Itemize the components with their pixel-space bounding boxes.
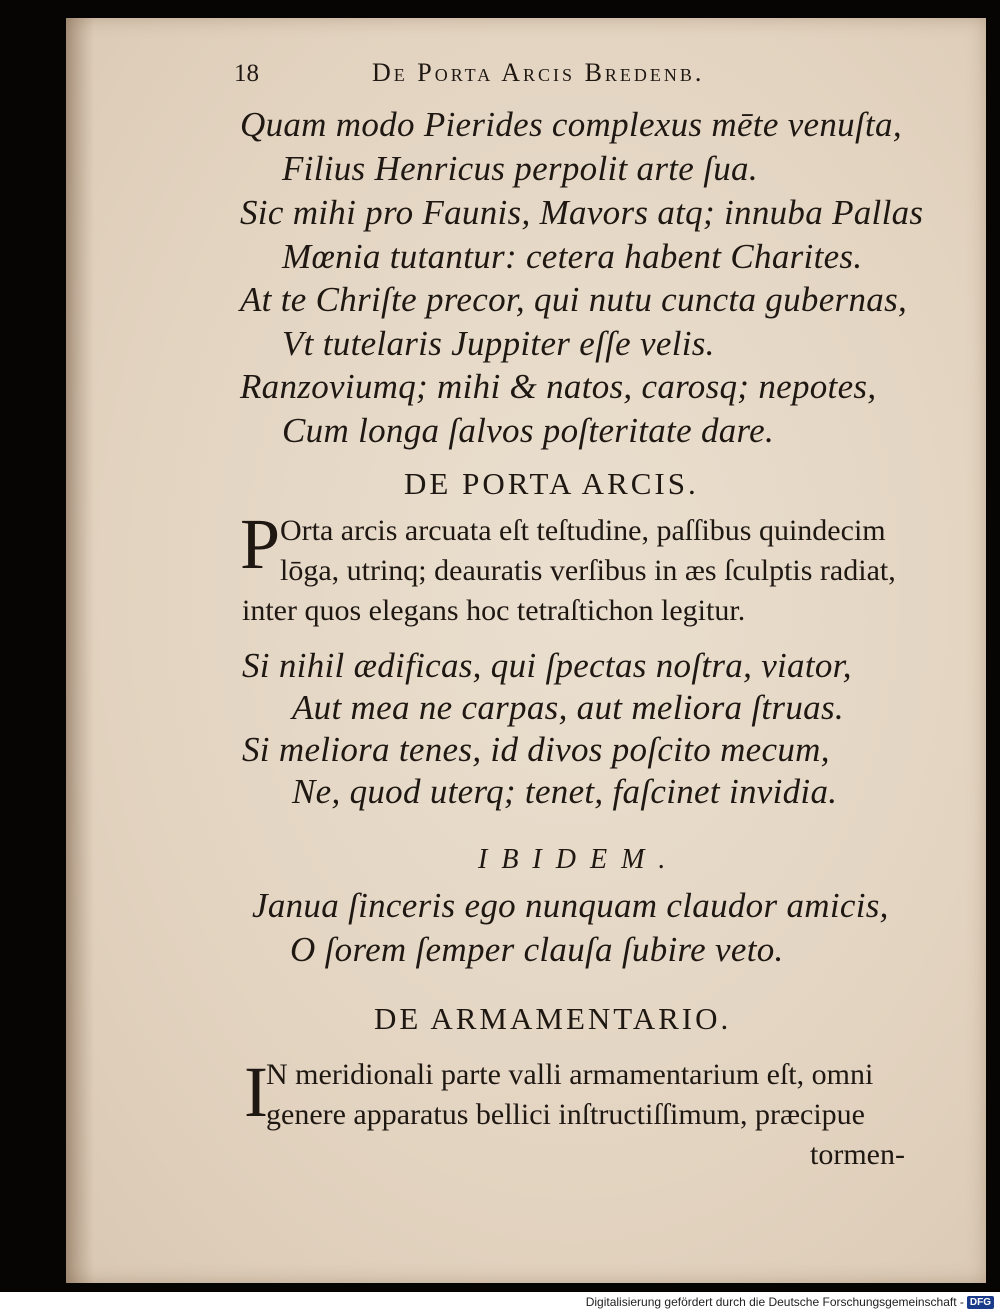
poem2-line-3: Si meliora tenes, id divos poſcito mecum,: [242, 730, 830, 769]
ibidem-line-2: O ſorem ſemper clauſa ſubire veto.: [290, 930, 784, 969]
prose-line-3: inter quos elegans hoc tetraſtichon legitur.: [242, 594, 746, 627]
poem1-line-2: Filius Henricus perpolit arte ſua.: [282, 149, 758, 188]
prose-line-2: lōga, utrinq; deauratis verſibus in æs ſculptis radiat,: [280, 554, 896, 587]
poem1-line-6: Vt tutelaris Juppiter eſſe velis.: [282, 324, 715, 363]
catchword: tormen-: [810, 1138, 905, 1171]
book-page: [66, 18, 986, 1283]
prose2-line-2: genere apparatus bellici inſtructiſſimum, præcipue: [266, 1098, 865, 1131]
dropcap-p: P: [240, 504, 281, 584]
poem1-line-4: Mœnia tutantur: cetera habent Charites.: [282, 237, 863, 276]
prose2-line-1: N meridionali parte valli armamentarium eſt, omni: [266, 1058, 874, 1091]
ibidem-heading: IBIDEM.: [478, 844, 680, 875]
poem2-line-2: Aut mea ne carpas, aut meliora ſtruas.: [292, 688, 844, 727]
poem1-line-7: Ranzoviumq; mihi & natos, carosq; nepotes,: [240, 367, 877, 406]
running-head: De Porta Arcis Bredenb.: [372, 58, 705, 87]
prose-line-1: Orta arcis arcuata eſt teſtudine, paſſibus quindecim: [280, 514, 886, 547]
dropcap-i: I: [244, 1052, 268, 1132]
poem1-line-3: Sic mihi pro Faunis, Mavors atq; innuba Pallas: [240, 193, 924, 232]
ibidem-line-1: Janua ſinceris ego nunquam claudor amicis,: [252, 886, 889, 925]
poem2-line-1: Si nihil ædificas, qui ſpectas noſtra, viator,: [242, 646, 852, 685]
gutter-shadow: [66, 18, 94, 1283]
footer-credit: Digitalisierung gefördert durch die Deutsche Forschungsgemeinschaft -: [585, 1295, 964, 1309]
section-heading-porta: DE PORTA ARCIS.: [404, 466, 699, 501]
poem1-line-1: Quam modo Pierides complexus mēte venuſta,: [240, 105, 902, 144]
poem2-line-4: Ne, quod uterq; tenet, faſcinet invidia.: [292, 772, 838, 811]
digitization-footer: [0, 1292, 1000, 1312]
section-heading-armamentario: DE ARMAMENTARIO.: [374, 1001, 732, 1036]
poem1-line-5: At te Chriſte precor, qui nutu cuncta gubernas,: [240, 280, 908, 319]
poem1-line-8: Cum longa ſalvos poſteritate dare.: [282, 411, 775, 450]
dfg-logo: DFG: [967, 1296, 994, 1309]
page-number: 18: [234, 60, 259, 87]
